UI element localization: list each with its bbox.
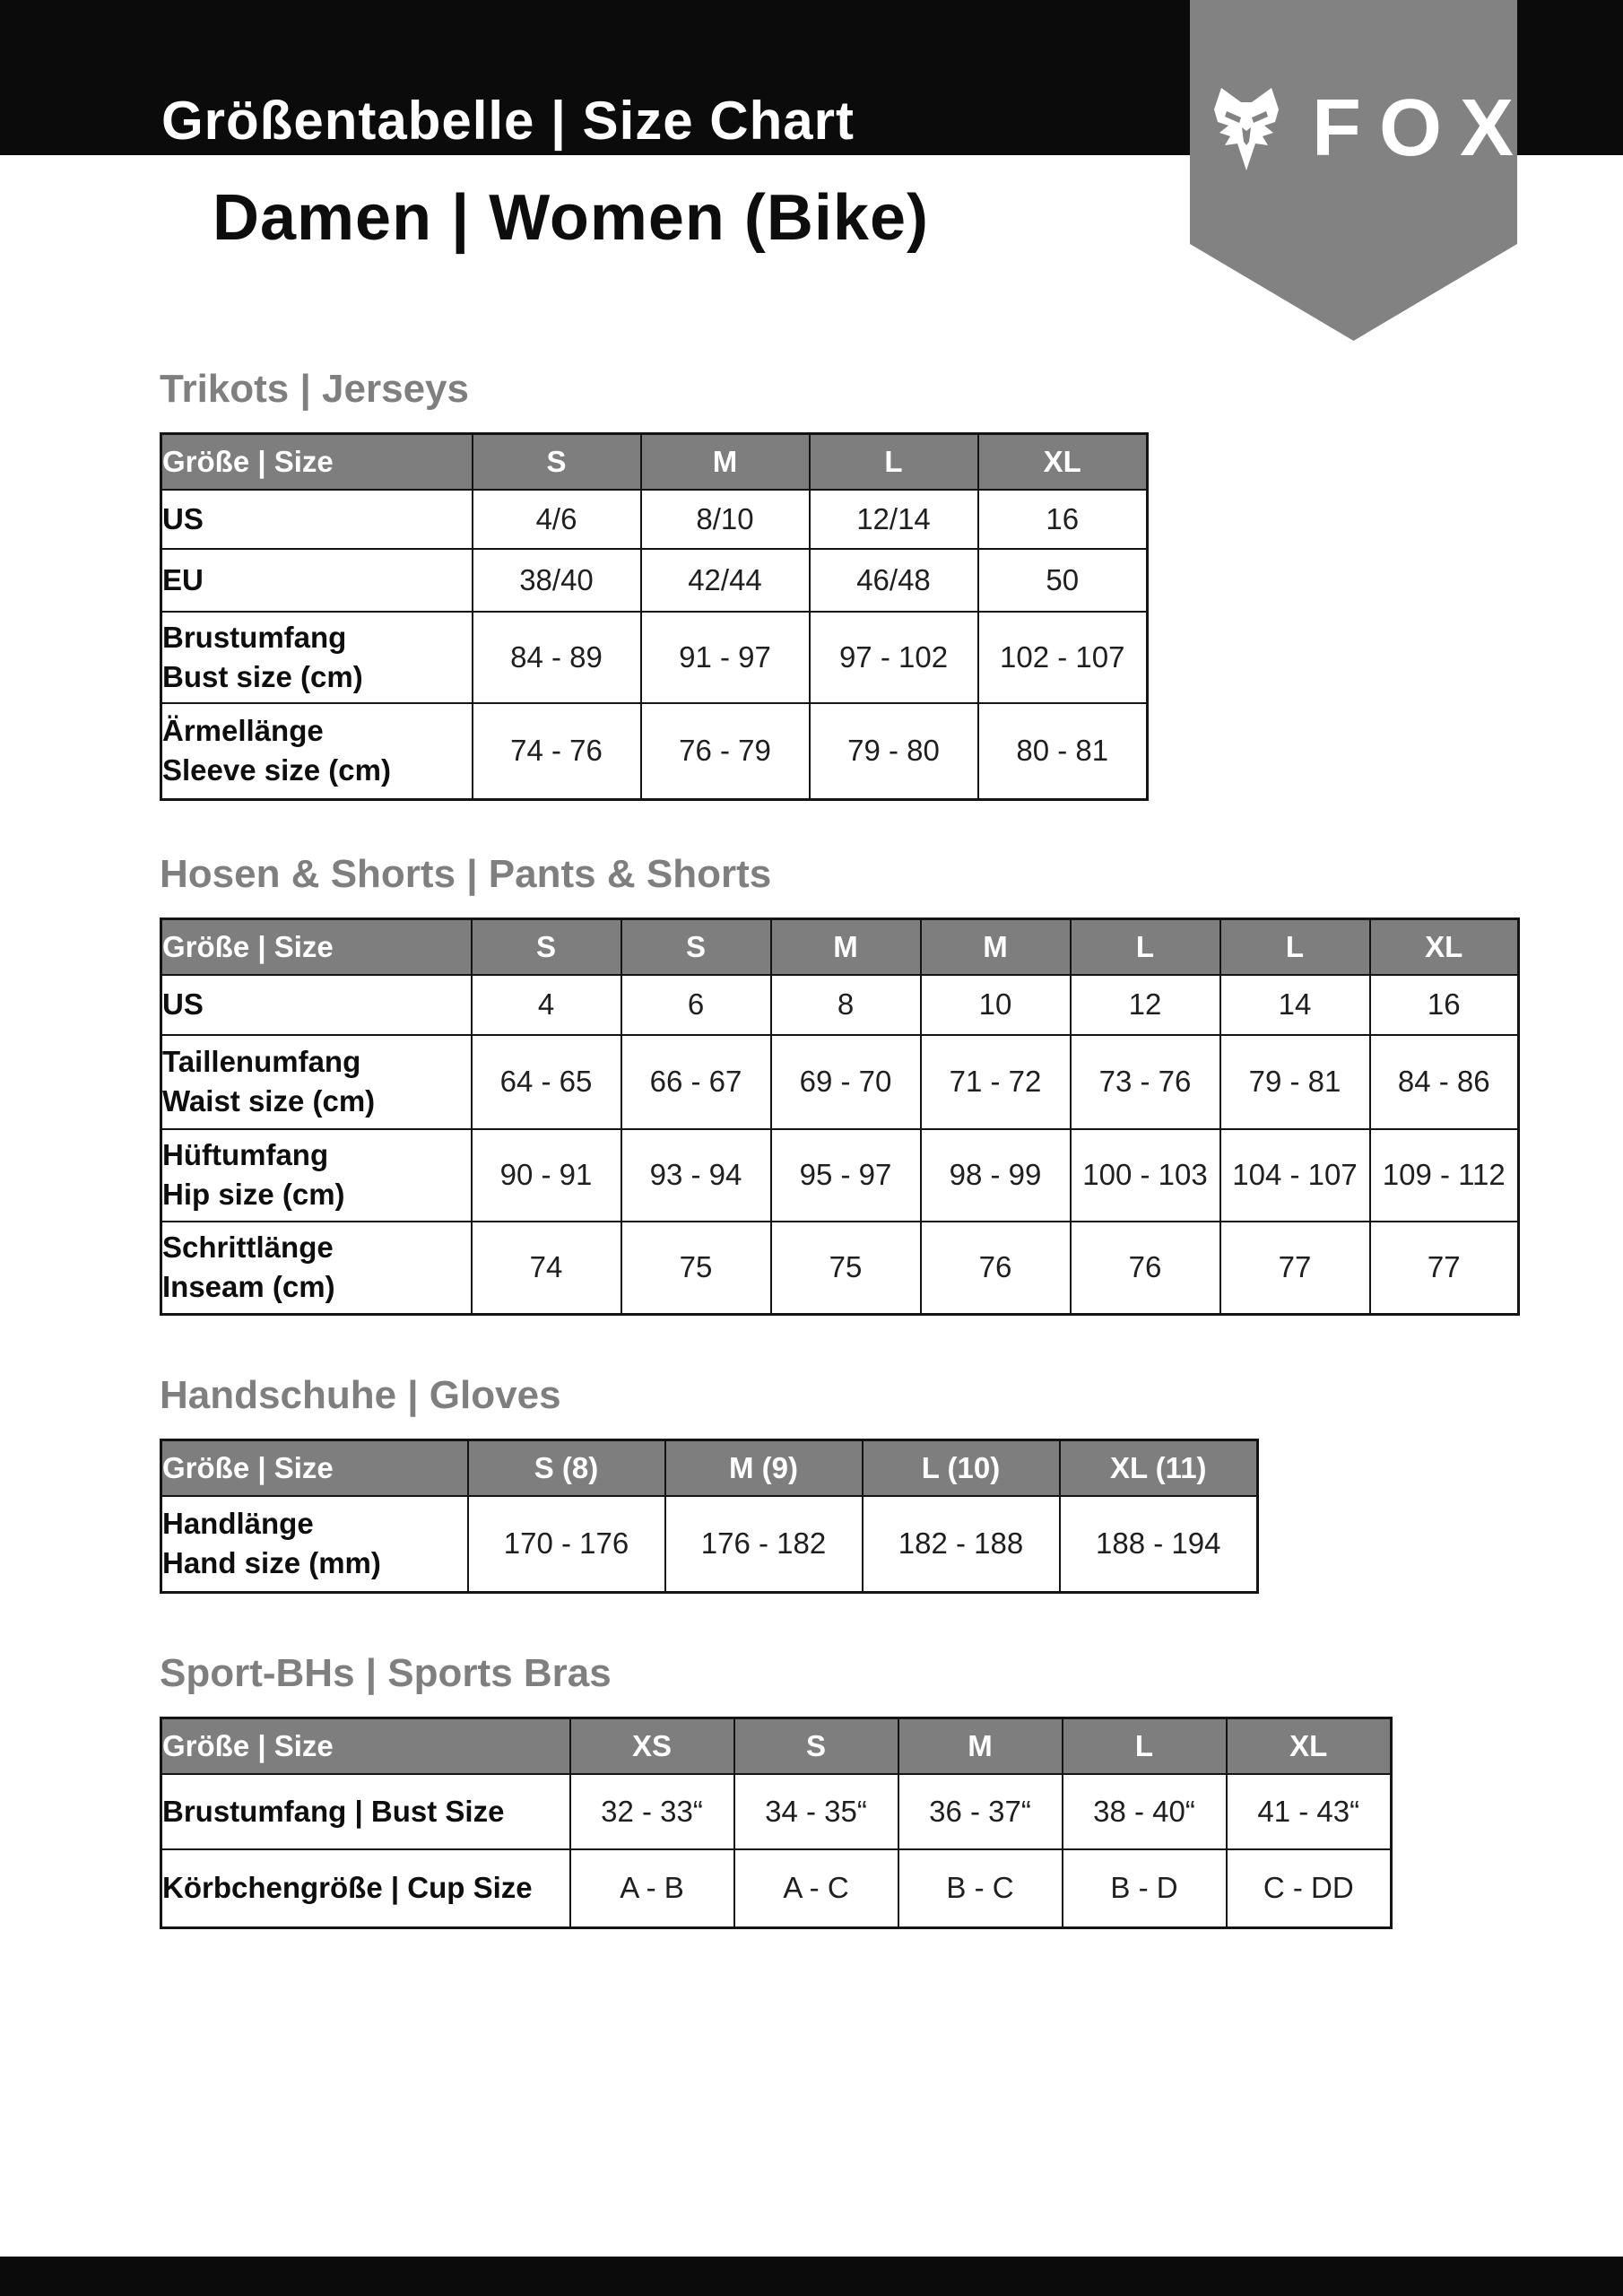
table-header-row <box>161 434 1148 490</box>
row-label-line2: Waist size (cm) <box>162 1084 376 1118</box>
column-header: XL <box>1370 919 1519 975</box>
row-label-cell <box>161 1222 472 1315</box>
sports-bras-table <box>160 1717 1390 1929</box>
value-cell: 36 - 37“ <box>898 1774 1063 1849</box>
row-label-cell <box>161 1774 570 1849</box>
row-label: Schrittlänge <box>162 1231 334 1265</box>
value-cell: 170 - 176 <box>468 1496 665 1593</box>
table-row <box>161 1849 1392 1928</box>
column-header: XL (11) <box>1060 1440 1258 1496</box>
row-label: Handlänge <box>162 1507 314 1541</box>
value-cell: 46/48 <box>810 549 978 612</box>
row-label: Ärmellänge <box>162 714 324 748</box>
column-header-size: Größe | Size <box>161 1440 468 1496</box>
row-label: Taillenumfang <box>162 1045 361 1078</box>
value-cell: B - C <box>898 1849 1063 1928</box>
gloves-table <box>160 1439 1256 1594</box>
value-cell: 74 - 76 <box>473 703 641 800</box>
row-label-cell <box>161 490 473 549</box>
table-row <box>161 703 1148 800</box>
column-header: S <box>734 1718 898 1774</box>
row-label: Hüftumfang <box>162 1138 329 1171</box>
value-cell: 38 - 40“ <box>1063 1774 1227 1849</box>
table-row <box>161 1496 1258 1593</box>
row-label-cell <box>161 1035 472 1129</box>
value-cell: 77 <box>1220 1222 1370 1315</box>
row-label: EU <box>162 562 204 596</box>
value-cell: 109 - 112 <box>1370 1129 1519 1222</box>
brand-wordmark: FOX <box>1312 83 1532 173</box>
column-header: S <box>621 919 771 975</box>
table-row <box>161 1129 1519 1222</box>
value-cell: 50 <box>978 549 1148 612</box>
value-cell: A - C <box>734 1849 898 1928</box>
row-label-line2: Bust size (cm) <box>162 659 363 693</box>
value-cell: 76 - 79 <box>641 703 810 800</box>
row-label-cell <box>161 1129 472 1222</box>
column-header: S (8) <box>468 1440 665 1496</box>
value-cell: 74 <box>472 1222 621 1315</box>
row-label-cell <box>161 549 473 612</box>
value-cell: 75 <box>771 1222 921 1315</box>
page-subtitle: Damen | Women (Bike) <box>213 182 929 254</box>
gloves-table-grid <box>160 1439 1259 1594</box>
column-header: M (9) <box>665 1440 863 1496</box>
value-cell: 102 - 107 <box>978 612 1148 703</box>
value-cell: 76 <box>921 1222 1071 1315</box>
table-row <box>161 1035 1519 1129</box>
value-cell: 10 <box>921 975 1071 1035</box>
section-heading-jerseys: Trikots | Jerseys <box>160 367 469 411</box>
row-label-line2: Inseam (cm) <box>162 1270 335 1304</box>
value-cell: 93 - 94 <box>621 1129 771 1222</box>
column-header-size: Größe | Size <box>161 1718 570 1774</box>
section-heading-sports-bras: Sport-BHs | Sports Bras <box>160 1651 612 1695</box>
value-cell: C - DD <box>1227 1849 1392 1928</box>
value-cell: 91 - 97 <box>641 612 810 703</box>
value-cell: 69 - 70 <box>771 1035 921 1129</box>
column-header: M <box>898 1718 1063 1774</box>
table-row <box>161 612 1148 703</box>
value-cell: 34 - 35“ <box>734 1774 898 1849</box>
value-cell: A - B <box>570 1849 734 1928</box>
value-cell: 42/44 <box>641 549 810 612</box>
row-label-line2: Sleeve size (cm) <box>162 753 391 787</box>
table-row <box>161 1222 1519 1315</box>
column-header: XS <box>570 1718 734 1774</box>
value-cell: 16 <box>1370 975 1519 1035</box>
value-cell: 38/40 <box>473 549 641 612</box>
row-label: Brustumfang <box>162 620 347 654</box>
sports-bras-table-grid <box>160 1717 1393 1929</box>
value-cell: B - D <box>1063 1849 1227 1928</box>
table-row <box>161 975 1519 1035</box>
fox-head-icon <box>1213 88 1280 170</box>
column-header: XL <box>1227 1718 1392 1774</box>
value-cell: 182 - 188 <box>863 1496 1060 1593</box>
column-header: S <box>472 919 621 975</box>
row-label-line2: Hip size (cm) <box>162 1178 345 1211</box>
value-cell: 41 - 43“ <box>1227 1774 1392 1849</box>
value-cell: 76 <box>1071 1222 1220 1315</box>
section-heading-gloves: Handschuhe | Gloves <box>160 1373 561 1417</box>
row-label-cell <box>161 1496 468 1593</box>
value-cell: 100 - 103 <box>1071 1129 1220 1222</box>
column-header-size: Größe | Size <box>161 919 472 975</box>
value-cell: 79 - 80 <box>810 703 978 800</box>
bottom-black-bar <box>0 2257 1623 2296</box>
column-header: L <box>810 434 978 490</box>
value-cell: 71 - 72 <box>921 1035 1071 1129</box>
jerseys-table-grid <box>160 432 1149 801</box>
value-cell: 77 <box>1370 1222 1519 1315</box>
table-row <box>161 1774 1392 1849</box>
row-label: US <box>162 501 204 535</box>
row-label: Brustumfang | Bust Size <box>162 1794 505 1828</box>
value-cell: 4/6 <box>473 490 641 549</box>
row-label: Körbchengröße | Cup Size <box>162 1871 533 1905</box>
row-label-cell <box>161 703 473 800</box>
value-cell: 75 <box>621 1222 771 1315</box>
column-header: L <box>1071 919 1220 975</box>
row-label-cell <box>161 1849 570 1928</box>
value-cell: 64 - 65 <box>472 1035 621 1129</box>
value-cell: 4 <box>472 975 621 1035</box>
value-cell: 98 - 99 <box>921 1129 1071 1222</box>
pants-table <box>160 918 1517 1316</box>
value-cell: 8/10 <box>641 490 810 549</box>
row-label-cell <box>161 612 473 703</box>
table-header-row <box>161 1440 1258 1496</box>
column-header: L (10) <box>863 1440 1060 1496</box>
value-cell: 104 - 107 <box>1220 1129 1370 1222</box>
value-cell: 12/14 <box>810 490 978 549</box>
value-cell: 97 - 102 <box>810 612 978 703</box>
table-row <box>161 549 1148 612</box>
page-title: Größentabelle | Size Chart <box>161 91 855 151</box>
row-label: US <box>162 987 204 1021</box>
value-cell: 188 - 194 <box>1060 1496 1258 1593</box>
pants-table-grid <box>160 918 1520 1316</box>
column-header: M <box>641 434 810 490</box>
section-heading-pants: Hosen & Shorts | Pants & Shorts <box>160 852 772 896</box>
column-header: M <box>771 919 921 975</box>
value-cell: 80 - 81 <box>978 703 1148 800</box>
row-label-line2: Hand size (mm) <box>162 1546 381 1580</box>
value-cell: 8 <box>771 975 921 1035</box>
value-cell: 95 - 97 <box>771 1129 921 1222</box>
value-cell: 84 - 89 <box>473 612 641 703</box>
value-cell: 66 - 67 <box>621 1035 771 1129</box>
value-cell: 73 - 76 <box>1071 1035 1220 1129</box>
value-cell: 84 - 86 <box>1370 1035 1519 1129</box>
column-header: M <box>921 919 1071 975</box>
table-row <box>161 490 1148 549</box>
jerseys-table <box>160 432 1146 801</box>
value-cell: 12 <box>1071 975 1220 1035</box>
value-cell: 90 - 91 <box>472 1129 621 1222</box>
table-header-row <box>161 919 1519 975</box>
column-header-size: Größe | Size <box>161 434 473 490</box>
value-cell: 14 <box>1220 975 1370 1035</box>
brand-badge <box>1190 0 1532 341</box>
value-cell: 176 - 182 <box>665 1496 863 1593</box>
value-cell: 79 - 81 <box>1220 1035 1370 1129</box>
row-label-cell <box>161 975 472 1035</box>
column-header: L <box>1220 919 1370 975</box>
column-header: XL <box>978 434 1148 490</box>
value-cell: 16 <box>978 490 1148 549</box>
value-cell: 32 - 33“ <box>570 1774 734 1849</box>
column-header: S <box>473 434 641 490</box>
column-header: L <box>1063 1718 1227 1774</box>
value-cell: 6 <box>621 975 771 1035</box>
table-header-row <box>161 1718 1392 1774</box>
